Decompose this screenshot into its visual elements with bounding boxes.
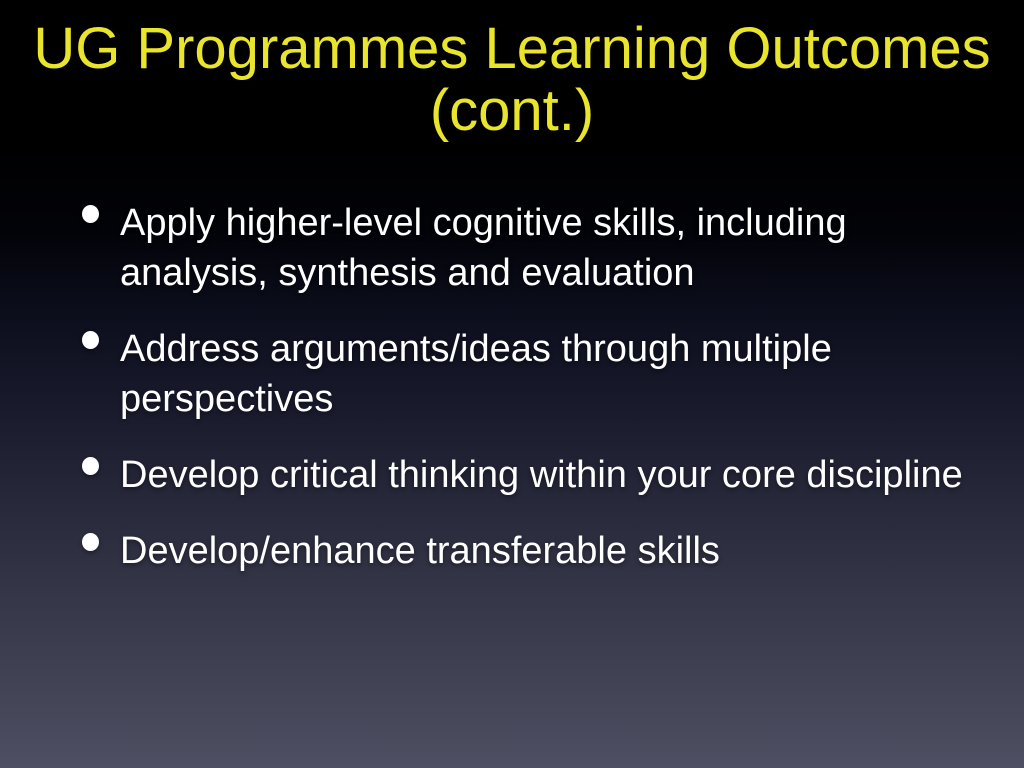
bullet-icon: [82, 205, 99, 223]
list-item: [80, 324, 975, 424]
bullet-icon: [82, 533, 99, 551]
list-item: [80, 450, 975, 500]
bullet-text: Develop critical thinking within your core discipline: [120, 454, 963, 496]
slide-title: [0, 18, 1024, 142]
bullet-text: Apply higher-level cognitive skills, including analysis, synthesis and evaluation: [120, 202, 847, 294]
slide-title-line-2: (cont.): [429, 78, 595, 143]
bullet-icon: [82, 457, 99, 475]
slide-title-line-1: UG Programmes Learning Outcomes: [33, 16, 991, 81]
list-item: [80, 198, 975, 298]
bullet-list: [0, 198, 1024, 576]
bullet-icon: [82, 331, 99, 349]
bullet-text: Address arguments/ideas through multiple perspectives: [120, 328, 832, 420]
bullet-text: Develop/enhance transferable skills: [120, 530, 720, 572]
list-item: [80, 526, 975, 576]
